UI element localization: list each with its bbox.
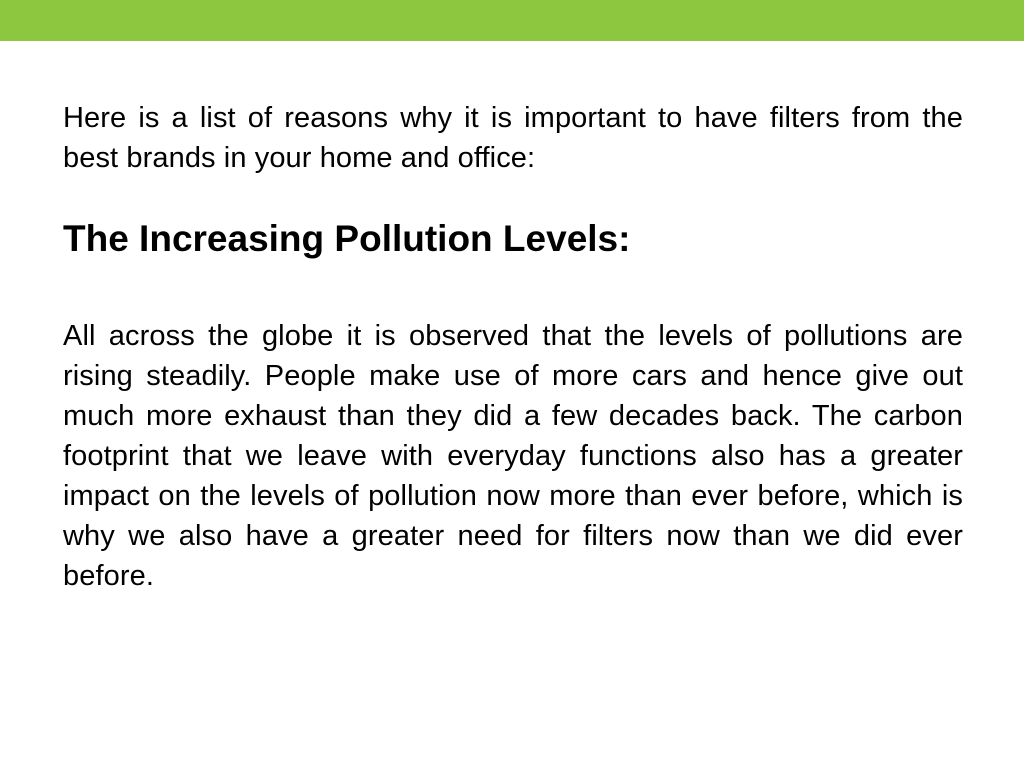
slide-content xyxy=(63,98,963,596)
section-heading: The Increasing Pollution Levels: xyxy=(63,218,631,259)
accent-top-bar xyxy=(0,0,1024,41)
body-paragraph: All across the globe it is observed that the levels of pollutions are rising steadily. People make use of more cars and hence give out much more exhaust than they did a few decades back. The carbon footprint that we leave with everyday functions also has a greater impact on the levels of pollution now more than ever before, which is why we also have a greater need for filters now than we did ever before. xyxy=(63,320,963,592)
intro-paragraph: Here is a list of reasons why it is important to have filters from the best brands in your home and office: xyxy=(63,102,963,174)
